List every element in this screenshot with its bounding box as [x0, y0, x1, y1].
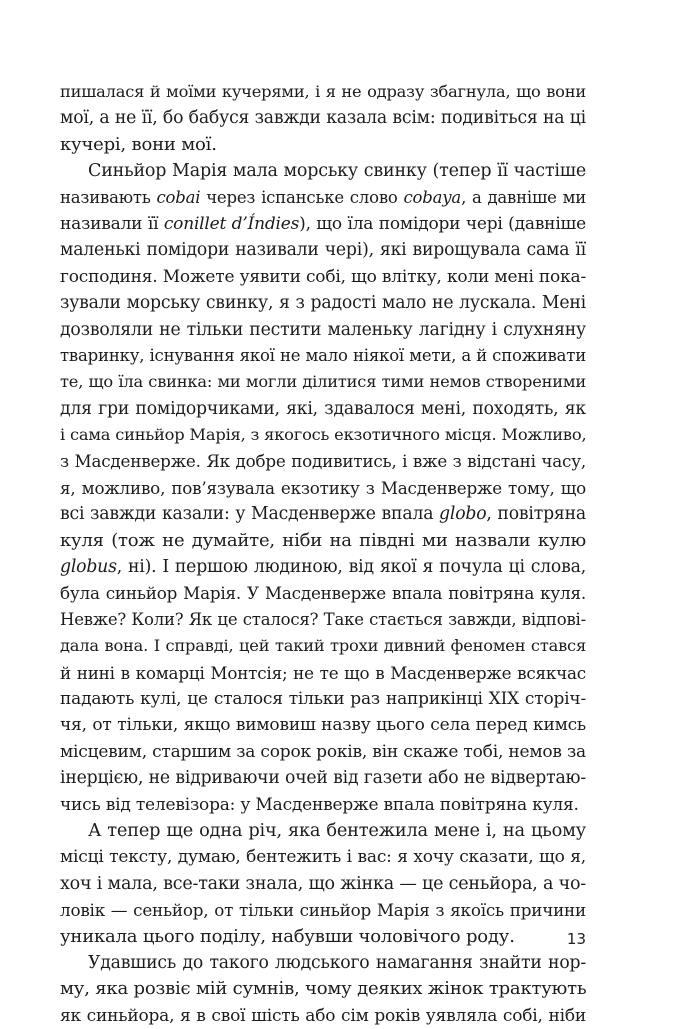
text-run: кучері, вони мої.: [60, 133, 217, 155]
text-line: [60, 1003, 586, 1029]
text-line: [60, 897, 586, 923]
text-run: господиня. Можете уявити собі, що влітку, коли мені пока-: [60, 266, 586, 287]
text-line: [60, 686, 586, 712]
text-line: [60, 660, 586, 686]
text-run: му, яка розвіє мій сумнів, чому деяких жінок трактують: [60, 978, 587, 1000]
text-run: ), що їла помідори чері (давніше: [299, 213, 587, 234]
body-text: [60, 79, 586, 1029]
text-run: ловік — сеньйор, от тільки синьйор Марія з якоїсь причини: [60, 900, 586, 921]
text-line: [60, 633, 586, 659]
text-run: падають кулі, це сталося тільки раз наприкінці XIX сторіч-: [60, 688, 586, 709]
text-line: [60, 264, 586, 290]
text-run: А тепер ще одна річ, яка бентежила мене і, на цьому: [88, 820, 586, 841]
text-line: [60, 317, 586, 343]
text-run: і сама синьйор Марія, з якогось екзотичного місця. Можливо,: [60, 425, 587, 445]
italic-text: conillet d’Índies: [163, 213, 300, 234]
text-run: мої, а не її, бо бабуся завжди казала всім: подивіться на ці: [60, 108, 586, 129]
text-run: чись від телевізора: у Масденверже впала повітряна куля.: [60, 794, 579, 815]
text-run: те, що їла свинка: ми могли ділитися тими немов створеними: [60, 372, 586, 392]
text-run: Синьйор Марія мала морську свинку (тепер її частіше: [88, 161, 586, 182]
italic-text: globo: [439, 504, 487, 525]
text-line: [60, 950, 586, 976]
text-line: [60, 396, 586, 422]
italic-text: cobai: [156, 187, 201, 207]
text-run: всі завжди казали: у Масденверже впала: [60, 504, 440, 525]
text-line: [60, 422, 586, 448]
text-line: [60, 924, 586, 950]
text-run: , повітряна: [486, 504, 586, 525]
text-line: [60, 105, 586, 131]
text-line: [60, 818, 586, 844]
text-run: зували морську свинку, я з радості мало не лускала. Мені: [60, 293, 586, 314]
text-line: [60, 607, 586, 633]
text-line: [60, 501, 586, 527]
text-line: [60, 211, 586, 237]
text-line: [60, 792, 586, 818]
paragraph: [60, 950, 586, 1029]
text-run: тваринку, існування якої не мало ніякої мети, а й споживати: [60, 345, 586, 365]
text-line: [60, 712, 586, 738]
text-line: [60, 185, 586, 211]
italic-text: globus: [60, 557, 117, 578]
text-run: маленькі помідори називали чері), які вирощувала сама її: [60, 240, 586, 261]
text-run: з Масденверже. Як добре подивитись, і вже з відстані часу,: [60, 451, 586, 472]
text-run: місцевим, старшим за сорок років, він скаже тобі, немов за: [60, 741, 586, 762]
text-line: [60, 290, 586, 316]
text-line: [60, 976, 586, 1002]
text-line: [60, 79, 586, 105]
text-run: місці тексту, думаю, бентежить і вас: я хочу сказати, що я,: [60, 847, 586, 868]
text-run: уникала цього поділу, набувши чоловічого роду.: [60, 925, 515, 947]
text-line: [60, 132, 586, 158]
italic-text: cobaya: [403, 187, 462, 207]
text-run: дозволяли не тільки пестити маленьку лагідну і слухняну: [60, 319, 586, 340]
text-run: я, можливо, пов’язувала екзотику з Масденверже тому, що: [60, 477, 586, 498]
text-line: [60, 580, 586, 606]
text-run: чя, от тільки, якщо вимовиш назву цього села перед кимсь: [60, 715, 586, 736]
text-line: [60, 369, 586, 395]
text-run: куля (тож не думайте, ніби на півдні ми назвали кулю: [60, 529, 586, 551]
text-run: пишалася й моїми кучерями, і я не одразу збагнула, що вони: [60, 82, 586, 101]
text-line: [60, 554, 586, 580]
text-line: [60, 739, 586, 765]
text-run: як синьйора, я в свої шість або сім років уявляла собі, ніби: [60, 1005, 586, 1026]
paragraph: [60, 818, 586, 950]
paragraph: [60, 158, 586, 818]
text-run: була синьйор Марія. У Масденверже впала повітряна куля.: [60, 583, 586, 604]
text-run: називають: [60, 187, 157, 207]
text-run: Удавшись до такого людського намагання знайти нор-: [88, 952, 586, 973]
text-line: [60, 475, 586, 501]
text-line: [60, 765, 586, 791]
paragraph: [60, 79, 586, 158]
text-run: через іспанське слово: [200, 187, 404, 207]
text-line: [60, 237, 586, 263]
text-line: [60, 871, 586, 897]
text-run: для гри помідорчиками, які, здавалося мені, походять, як: [60, 398, 586, 419]
text-run: , а давніше ми: [461, 187, 587, 207]
text-run: інерцією, не відриваючи очей від газети або не відвертаю-: [60, 768, 586, 789]
text-run: й нині в комарці Монтсія; не те що в Масденверже всякчас: [60, 662, 586, 683]
text-run: хоч і мала, все-таки знала, що жінка — це сеньйора, а чо-: [60, 873, 586, 894]
text-run: , ні). І першою людиною, від якої я почула ці слова,: [116, 557, 586, 578]
page-number: 13: [566, 930, 586, 948]
text-run: дала вона. І справді, цей такий трохи дивний феномен стався: [60, 636, 586, 656]
text-line: [60, 343, 586, 369]
text-line: [60, 448, 586, 474]
text-run: називали її: [60, 213, 164, 234]
text-line: [60, 158, 586, 184]
text-line: [60, 844, 586, 870]
text-line: [60, 528, 586, 554]
text-run: Невже? Коли? Як це сталося? Таке стається завжди, відпові-: [60, 609, 586, 629]
